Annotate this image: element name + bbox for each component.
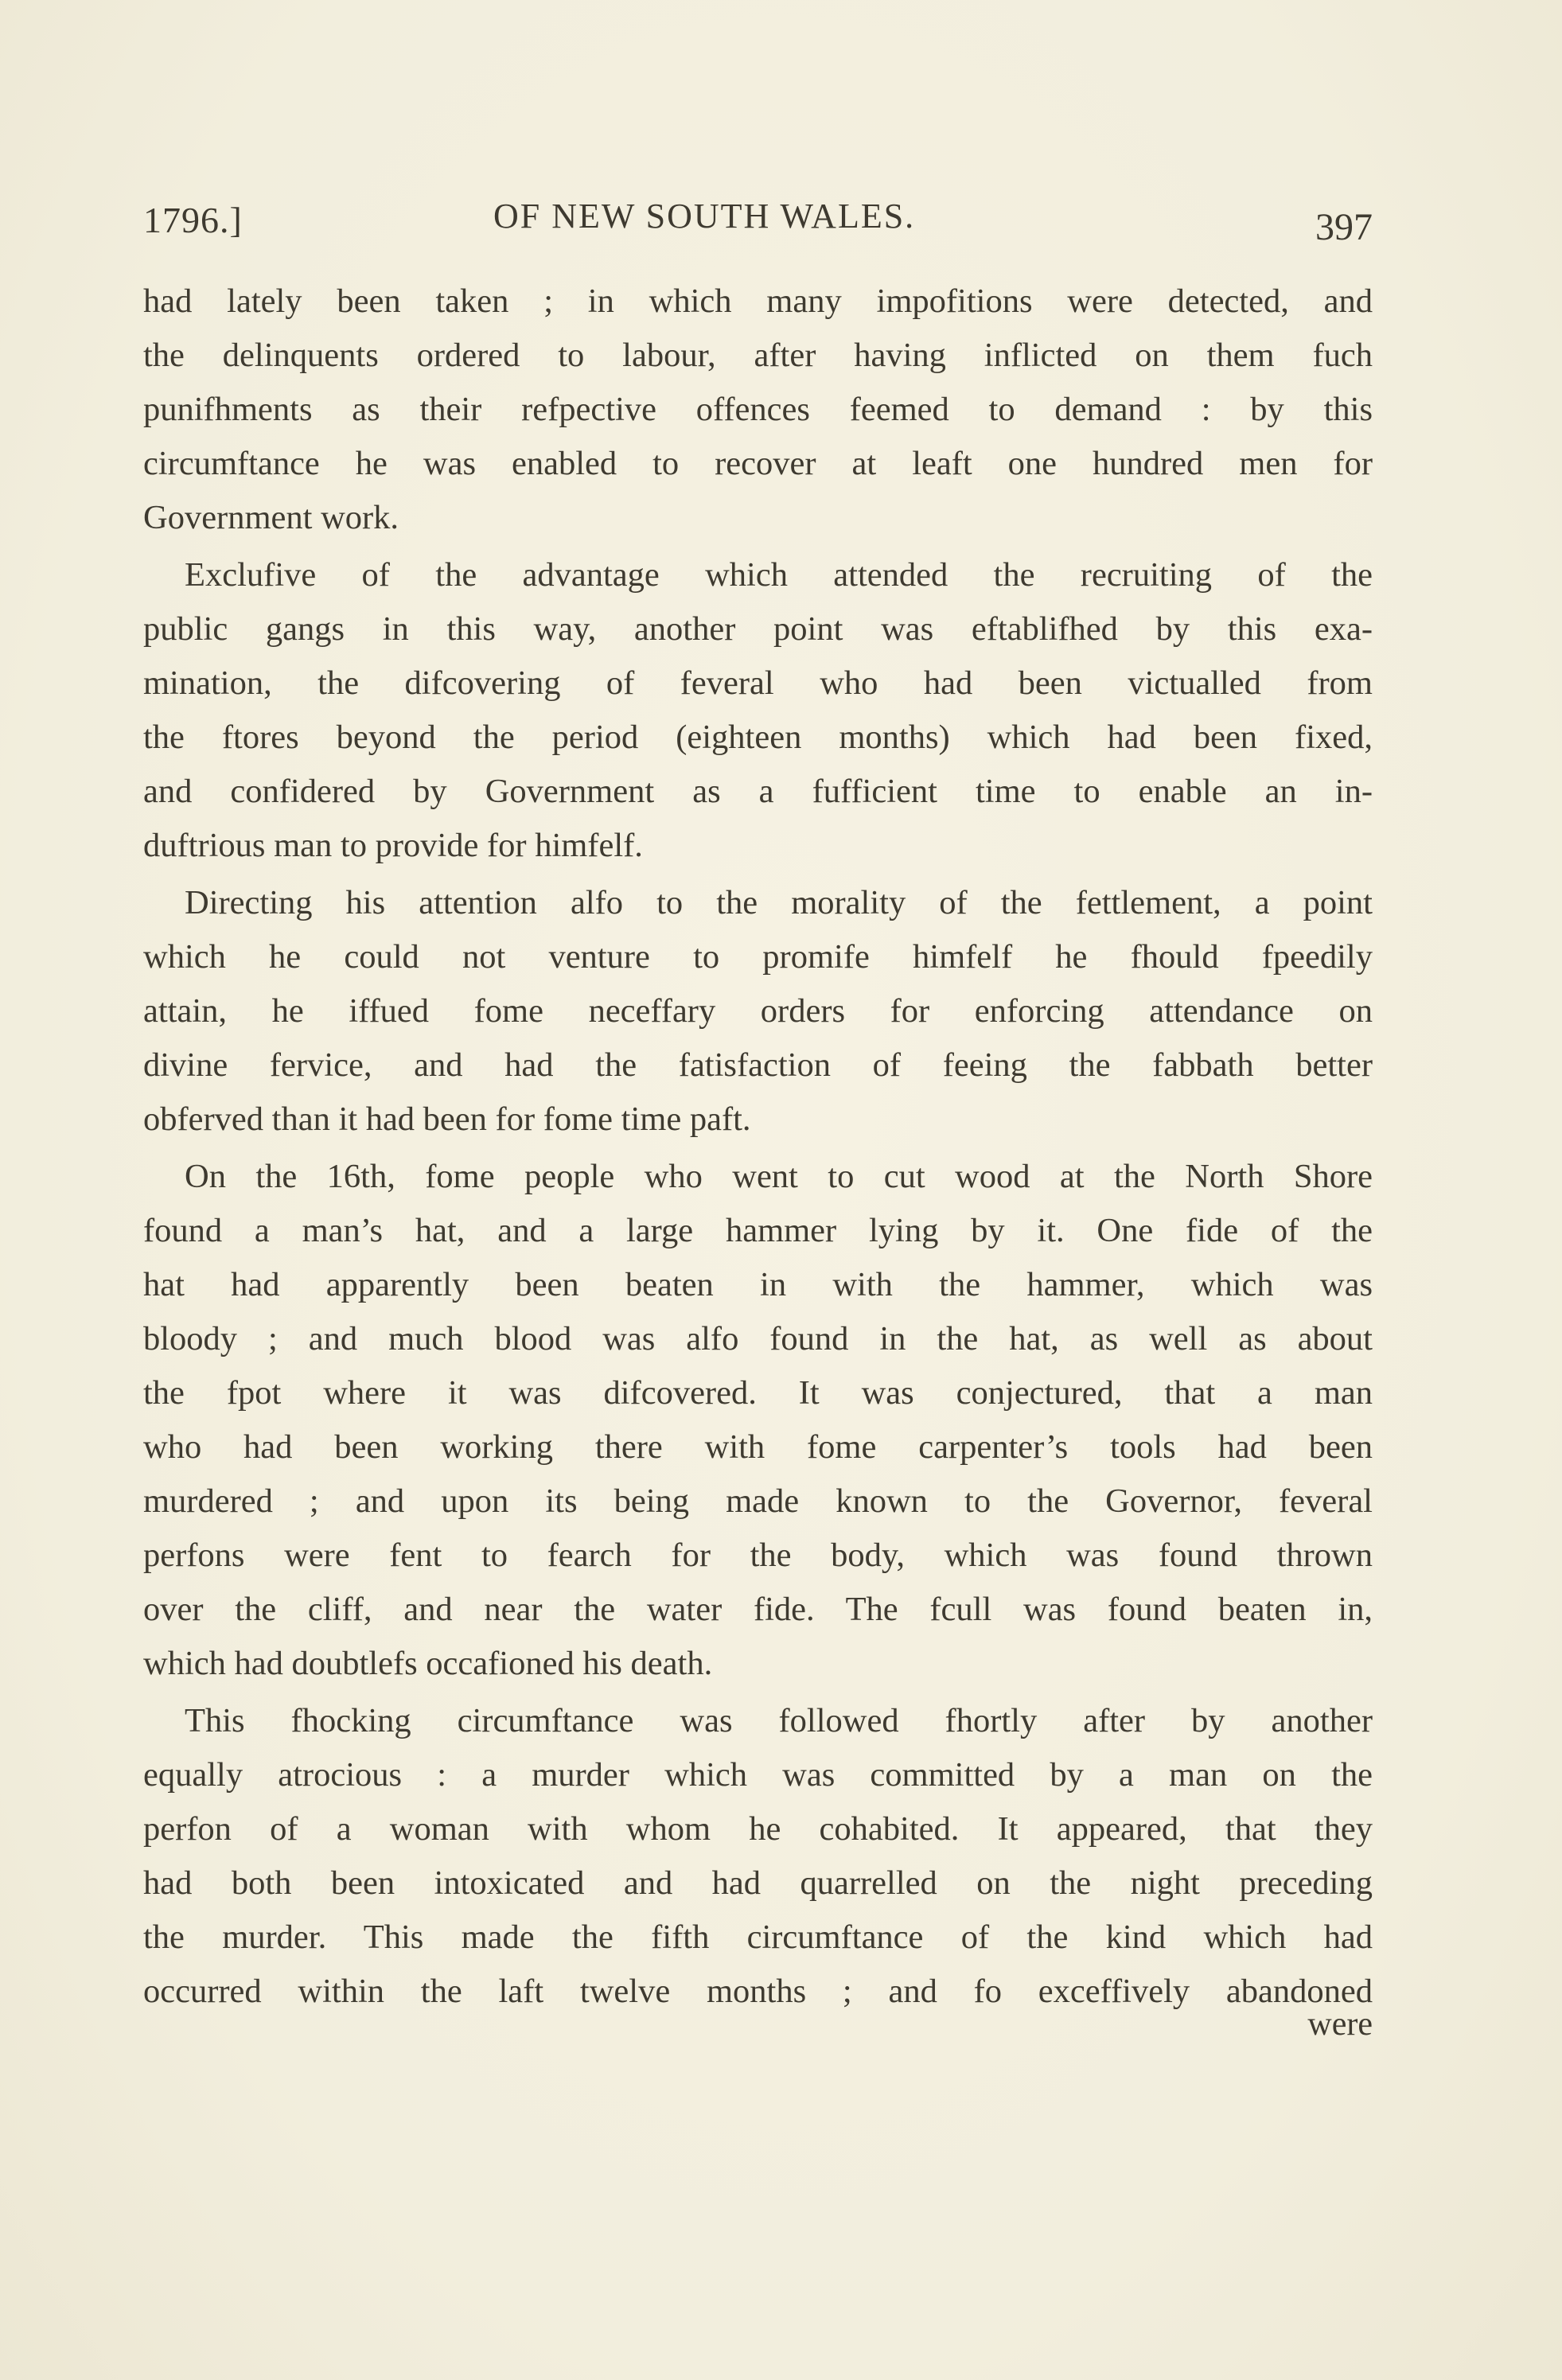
text-line: perfon of a woman with whom he cohabited. It appeared, that they bbox=[143, 1810, 1373, 1848]
text-line: which he could not venture to promife himfelf he fhould fpeedily bbox=[143, 938, 1373, 976]
text-line: Directing his attention alfo to the morality of the fettlement, a point bbox=[185, 884, 1373, 921]
text-line: mination, the difcovering of feveral who had been victualled from bbox=[143, 664, 1373, 702]
text-line: divine fervice, and had the fatisfaction of feeing the fabbath better bbox=[143, 1046, 1373, 1084]
text-line: occurred within the laft twelve months ; and fo exceffively abandoned bbox=[143, 1973, 1373, 2010]
text-line: obferved than it had been for fome time paft. bbox=[143, 1100, 751, 1138]
text-line: over the cliff, and near the water fide. The fcull was found beaten in, bbox=[143, 1591, 1373, 1628]
text-line: This fhocking circumftance was followed fhortly after by another bbox=[185, 1702, 1373, 1739]
text-line: murdered ; and upon its being made known to the Governor, feveral bbox=[143, 1482, 1373, 1520]
text-line: bloody ; and much blood was alfo found in the hat, as well as about bbox=[143, 1320, 1373, 1357]
paragraph bbox=[143, 1694, 1373, 2019]
text-line: public gangs in this way, another point was eftablifhed by this exa- bbox=[143, 610, 1373, 648]
text-line: circumftance he was enabled to recover at leaft one hundred men for bbox=[143, 445, 1373, 482]
paragraph bbox=[143, 876, 1373, 1147]
text-line: equally atrocious : a murder which was committed by a man on the bbox=[143, 1756, 1373, 1794]
paragraph bbox=[143, 275, 1373, 545]
text-line: who had been working there with fome carpenter’s tools had been bbox=[143, 1428, 1373, 1466]
text-line: which had doubtlefs occafioned his death. bbox=[143, 1645, 713, 1682]
body-text bbox=[143, 275, 1373, 2019]
paragraph bbox=[143, 548, 1373, 873]
text-line: had both been intoxicated and had quarrelled on the night preceding bbox=[143, 1864, 1373, 1902]
paragraph bbox=[143, 1150, 1373, 1691]
text-line: attain, he iffued fome neceffary orders for enforcing attendance on bbox=[143, 992, 1373, 1030]
header-title: OF NEW SOUTH WALES. bbox=[493, 197, 916, 236]
running-header bbox=[143, 188, 1373, 251]
text-line: duftrious man to provide for himfelf. bbox=[143, 827, 643, 864]
text-line: hat had apparently been beaten in with the hammer, which was bbox=[143, 1266, 1373, 1303]
text-line: the delinquents ordered to labour, after having inflicted on them fuch bbox=[143, 337, 1373, 374]
text-line: found a man’s hat, and a large hammer lying by it. One fide of the bbox=[143, 1212, 1373, 1249]
catchword: were bbox=[1307, 2006, 1373, 2043]
page-number: 397 bbox=[1315, 206, 1373, 248]
text-line: the murder. This made the fifth circumftance of the kind which had bbox=[143, 1918, 1373, 1956]
text-line: punifhments as their refpective offences feemed to demand : by this bbox=[143, 391, 1373, 428]
header-year: 1796.] bbox=[143, 200, 243, 240]
text-line: and confidered by Government as a fufficient time to enable an in- bbox=[143, 773, 1373, 810]
text-line: perfons were fent to fearch for the body, which was found thrown bbox=[143, 1537, 1373, 1574]
text-line: Exclufive of the advantage which attended the recruiting of the bbox=[185, 556, 1373, 594]
text-line: the fpot where it was difcovered. It was conjectured, that a man bbox=[143, 1374, 1373, 1412]
text-line: had lately been taken ; in which many impofitions were detected, and bbox=[143, 282, 1373, 320]
text-line: On the 16th, fome people who went to cut wood at the North Shore bbox=[185, 1158, 1373, 1195]
text-line: Government work. bbox=[143, 499, 399, 536]
text-line: the ftores beyond the period (eighteen months) which had been fixed, bbox=[143, 719, 1373, 756]
